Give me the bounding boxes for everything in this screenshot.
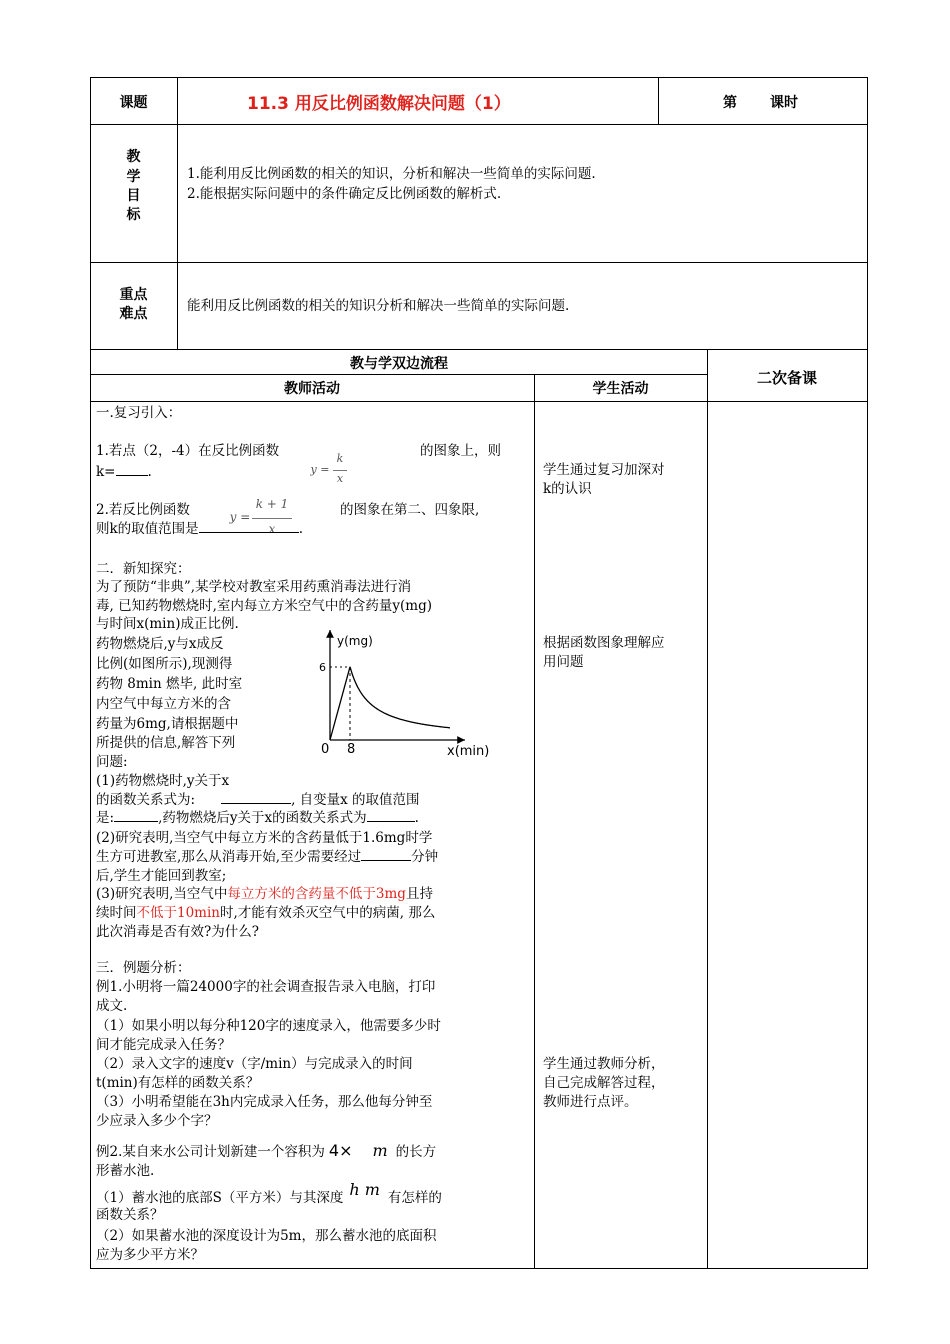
origin-label: 0 (321, 742, 330, 757)
review-q1-b: 的图象上，则 (420, 443, 501, 459)
example1-line-4: 间才能完成录入任务？ (96, 1037, 231, 1053)
explore-wrap-2: 比例(如图所示),现测得 (96, 656, 233, 672)
explore-q2-d: 后,学生才能回到教室; (96, 868, 227, 884)
answer-blank[interactable] (221, 803, 291, 804)
student-col-divider (534, 374, 535, 1269)
explore-q3-e: 此次消毒是否有效?为什么? (96, 924, 259, 940)
explore-wrap-1: 药物燃烧后,y与x成反 (96, 636, 224, 652)
review-q1-frac-bar (333, 470, 347, 471)
example2-q1-line-2: 函数关系？ (96, 1207, 164, 1223)
objective-item-1: 1.能利用反比例函数的相关的知识，分析和解决一些简单的实际问题. (187, 166, 596, 182)
x-axis-label: x(min) (447, 744, 490, 759)
dose-time-chart (310, 625, 510, 765)
y-tick-label: 6 (319, 661, 326, 674)
x-tick-label: 8 (347, 742, 356, 757)
answer-blank[interactable] (361, 860, 411, 861)
review-q1-frac-top: k (336, 452, 344, 465)
example2-q2-line-1: （2）如果蓄水池的深度设计为5m，那么蓄水池的底面积 (96, 1228, 437, 1244)
series-decay-curve (350, 667, 450, 728)
student-note-3-line-1: 学生通过教师分析， (543, 1056, 665, 1072)
review-heading: 一.复习引入： (96, 405, 182, 421)
review-q2-frac-top: k + 1 (255, 497, 289, 511)
period-label-b: 课时 (770, 95, 798, 111)
explore-line-2: 毒, 已知药物燃烧时,室内每立方米空气中的含药量y(mg) (96, 598, 432, 614)
y-axis-label: y(mg) (337, 634, 373, 648)
student-note-1-line-1: 学生通过复习加深对 (543, 462, 665, 478)
second-prep-label: 二次备课 (756, 369, 817, 387)
objectives-label-4: 标 (126, 207, 141, 223)
objectives-label-1: 教 (126, 149, 141, 165)
student-note-2-line-2: 用问题 (543, 654, 584, 670)
student-note-2-line-1: 根据函数图象理解应 (543, 635, 665, 651)
answer-blank[interactable] (116, 475, 148, 476)
explore-wrap-7: 问题: (96, 754, 128, 770)
example1-line-1: 例1.小明将一篇24000字的社会调查报告录入电脑，打印 (96, 979, 436, 995)
second-prep-divider (707, 349, 708, 1269)
example1-line-6: t(min)有怎样的函数关系？ (96, 1075, 260, 1091)
example1-line-3: （1）如果小明以每分种120字的速度录入，他需要多少时 (96, 1018, 441, 1034)
example2-q1-line-1: （1）蓄水池的底部S（平方米）与其深度 h m 有怎样的 (96, 1180, 442, 1206)
explore-q3-c: 续时间不低于10min时,才能有效杀灭空气中的病菌, 那么 (96, 905, 436, 921)
table-right-border (867, 77, 868, 1269)
keypoints-label-1: 重点 (119, 287, 148, 303)
row-divider-2 (90, 262, 868, 263)
process-title: 教与学双边流程 (350, 356, 448, 372)
review-q2-frac-bot: x (268, 522, 276, 536)
explore-q1-d: 是: ,药物燃烧后y关于x的函数关系式为 . (96, 810, 419, 826)
explore-q2-a: (2)研究表明,当空气中每立方米的含药量低于1.6mg时学 (96, 830, 433, 846)
explore-line-3: 与时间x(min)成正比例. (96, 616, 239, 632)
review-q2-c: 则k的取值范围是 . (96, 521, 303, 537)
example2-q2-line-2: 应为多少平方米？ (96, 1247, 204, 1263)
teacher-col-header: 教师活动 (284, 381, 340, 397)
example1-line-2: 成文. (96, 998, 128, 1014)
row-divider-4 (90, 374, 708, 375)
explore-q3-a: (3)研究表明,当空气中每立方米的含药量不低于3mg且持 (96, 886, 433, 902)
table-top-border (90, 77, 868, 78)
explore-q2-b: 生方可进教室,那么从消毒开始,至少需要经过 分钟 (96, 849, 439, 865)
example2-line-1: 例2.某自来水公司计划新建一个容积为 4× m 的长方 (96, 1141, 437, 1160)
example2-line-2: 形蓄水池. (96, 1163, 155, 1179)
explore-wrap-4: 内空气中每立方米的含 (96, 696, 231, 712)
example1-line-7: （3）小明希望能在3h内完成录入任务，那么他每分钟至 (96, 1094, 433, 1110)
period-label-a: 第 (723, 95, 737, 111)
objectives-label-2: 学 (126, 169, 141, 185)
explore-heading: 二．新知探究： (96, 561, 191, 577)
answer-blank[interactable] (199, 532, 299, 533)
review-q2-a: 2.若反比例函数 (96, 502, 190, 518)
table-bottom-border (90, 1268, 868, 1269)
explore-line-1: 为了预防“非典”,某学校对教室采用药熏消毒法进行消 (96, 579, 412, 595)
explore-wrap-3: 药物 8min 燃毕, 此时室 (96, 676, 243, 692)
explore-wrap-5: 药量为6mg,请根据题中 (96, 716, 239, 732)
student-note-3-line-3: 教师进行点评。 (543, 1094, 638, 1110)
example1-line-5: （2）录入文字的速度v（字/min）与完成录入的时间 (96, 1056, 413, 1072)
review-q2-b: 的图象在第二、四象限, (340, 502, 480, 518)
review-q1-frac-y: y = (310, 463, 330, 476)
student-note-3-line-2: 自己完成解答过程， (543, 1075, 665, 1091)
keypoints-text: 能利用反比例函数的相关的知识分析和解决一些简单的实际问题. (187, 298, 570, 314)
table-left-border (90, 77, 91, 1269)
row-divider-3 (90, 349, 868, 350)
review-q1-frac-bot: x (336, 472, 344, 485)
period-col-divider (658, 77, 659, 125)
answer-blank[interactable] (114, 821, 158, 822)
explore-wrap-6: 所提供的信息,解答下列 (96, 735, 236, 751)
row-divider-5 (90, 401, 868, 402)
explore-q1-a: (1)药物燃烧时,y关于x (96, 773, 230, 789)
review-q2-frac-y: y = (229, 510, 251, 524)
keypoints-label-2: 难点 (119, 306, 148, 322)
student-col-header: 学生活动 (592, 381, 649, 397)
label-col-divider (177, 77, 178, 350)
header-label: 课题 (119, 95, 148, 111)
examples-heading: 三．例题分析： (96, 960, 191, 976)
objective-item-2: 2.能根据实际问题中的条件确定反比例函数的解析式. (187, 186, 502, 202)
objectives-label-3: 目 (126, 188, 141, 204)
series-rise-line (330, 667, 350, 740)
example1-line-8: 少应录入多少个字？ (96, 1113, 218, 1129)
review-q1-a: 1.若点（2，-4）在反比例函数 (96, 443, 280, 459)
review-q1-c: k= . (96, 464, 152, 480)
page-title: 11.3 用反比例函数解决问题（1） (247, 94, 511, 114)
student-note-1-line-2: k的认识 (543, 481, 592, 497)
row-divider-1 (90, 124, 868, 125)
explore-q1-b: 的函数关系式为: , 自变量x 的取值范围 (96, 792, 420, 808)
answer-blank[interactable] (367, 821, 415, 822)
